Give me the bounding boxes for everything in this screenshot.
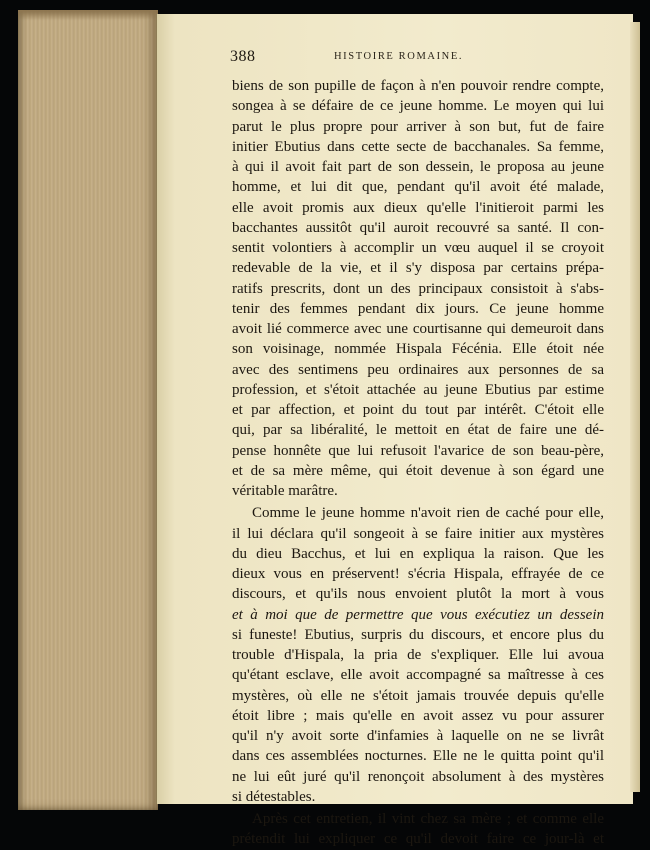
paragraph-1 <box>232 76 604 501</box>
text-line: initier Ebutius dans cette secte de bacchanales. Sa femme, <box>232 138 604 155</box>
text-line: ratifs prescrits, dont un des principaux consistoit à s'abs- <box>232 280 604 297</box>
body-text <box>232 76 604 850</box>
book-page-edges <box>18 10 158 810</box>
text-line: Comme le jeune homme n'avoit rien de caché pour elle, <box>252 505 604 522</box>
text-line: discours, et qu'ils nous envoient plutôt la mort à vous <box>232 586 604 603</box>
text-line: qui, par sa libéralité, le mettoit en état de faire une dé- <box>232 422 604 439</box>
text-line: à qui il avoit fait part de son dessein, le proposa au jeune <box>232 159 604 175</box>
text-line: elle avoit promis aux dieux qu'elle l'initieroit parmi les <box>232 199 604 216</box>
text-line: trouble d'Hispala, la pria de s'expliquer. Elle lui avoua <box>232 647 604 663</box>
page-number: 388 <box>230 48 256 65</box>
text-line: prétendit lui expliquer ce qu'il devoit faire ce jour-là et <box>232 831 604 848</box>
text-line: avoit lié commerce avec une courtisanne qui demeuroit dans <box>232 321 604 337</box>
paragraph-3 <box>232 809 604 850</box>
text-line: si funeste! Ebutius, surpris du discours, et encore plus du <box>232 626 604 643</box>
text-line: homme, et lui dit que, pendant qu'il avoit été malade, <box>232 179 604 196</box>
section-title: HISTOIRE ROMAINE. <box>334 51 464 62</box>
text-line: qu'il n'y avoit sorte d'infamies à laquelle on ne se livrât <box>232 728 604 744</box>
text-line: dans ces assemblées nocturnes. Elle ne le quitta point qu'il <box>232 748 604 765</box>
page-gutter-edge <box>630 22 640 792</box>
text-line: parut le plus propre pour arriver à son but, fut de faire <box>232 118 604 135</box>
text-line: Après cet entretien, il vint chez sa mère ; et comme elle <box>252 811 604 827</box>
text-line: biens de son pupille de façon à n'en pouvoir rendre compte, <box>232 78 604 94</box>
text-line: véritable marâtre. <box>232 483 338 499</box>
text-line: si détestables. <box>232 788 316 805</box>
running-head <box>230 48 600 68</box>
text-line: bacchantes aussitôt qu'il auroit recouvré sa santé. Il con- <box>232 219 604 236</box>
text-line: ne lui eût juré qu'il renonçoit absolument à des mystères <box>232 768 604 785</box>
text-line: pense honnête que lui refusoit l'avarice de son beau-père, <box>232 442 604 459</box>
text-line: et par affection, et point du tout par intérêt. C'étoit elle <box>232 402 604 418</box>
text-line: il lui déclara qu'il songeoit à se faire initier aux mystères <box>232 525 604 542</box>
text-line: et à moi que de permettre que vous exécutiez un dessein <box>232 606 604 623</box>
text-line: sentit volontiers à accomplir un vœu auquel il se croyoit <box>232 240 604 256</box>
text-line: qu'étant esclave, elle avoit accompagné sa maîtresse à ces <box>232 667 604 684</box>
text-line: et de sa mère même, qui étoit devenue à son égard une <box>232 462 604 479</box>
text-line: étoit libre ; mais qu'elle en avoit assez vu pour assurer <box>232 707 604 724</box>
text-line: redevable de la vie, et il s'y disposa par certains prépa- <box>232 260 604 277</box>
text-line: mystères, où elle ne s'étoit jamais trouvée depuis qu'elle <box>232 687 604 704</box>
text-line: tenir des femmes pendant dix jours. Ce jeune homme <box>232 300 604 317</box>
text-line: avec des sentimens peu ordinaires aux personnes de sa <box>232 361 604 378</box>
text-line: profession, et s'étoit attachée au jeune Ebutius par estime <box>232 381 604 398</box>
text-line: dieux vous en préservent! s'écria Hispala, effrayée de ce <box>232 566 604 582</box>
text-line: du dieu Bacchus, et lui en expliqua la raison. Que les <box>232 545 604 562</box>
text-line: songea à se défaire de ce jeune homme. Le moyen qui lui <box>232 98 604 115</box>
text-line: son voisinage, nommée Hispala Fécénia. Elle étoit née <box>232 341 604 358</box>
paragraph-2 <box>232 503 604 807</box>
